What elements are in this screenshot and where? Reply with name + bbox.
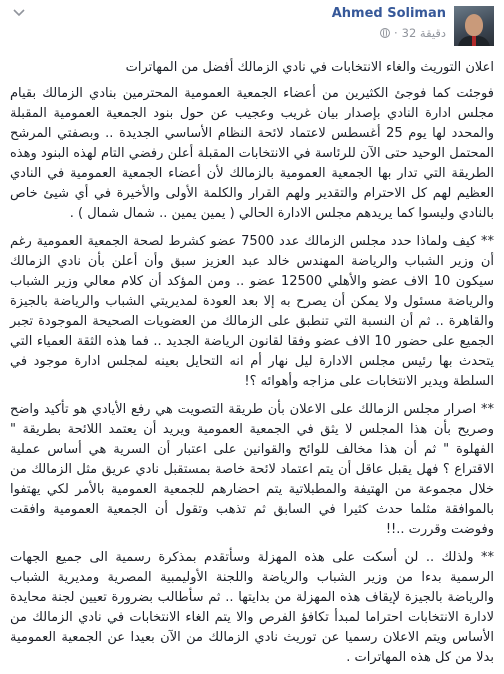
post-body <box>10 58 494 674</box>
chevron-down-icon[interactable] <box>12 8 26 18</box>
post-timestamp[interactable]: 32 دقيقة <box>401 26 446 40</box>
globe-icon <box>380 28 390 38</box>
post-meta <box>380 26 446 40</box>
post-paragraph: ** اصرار مجلس الزمالك على الاعلان بأن طريقة التصويت هي رفع الأيادي هو تأكيد واضح وصريح بأن هذا المجلس لا يثق في الجمعية العمومية ويريد أن يعتمد اللائحة بطريقة " الفهلوة " ثم أن هذا مخالف للوائح والقوانين على اعتبار أن السرية هي أساس عملية الاقتراع ؟ فهل يقبل عاقل أن يتم اعتماد لائحة خاصة بمستقبل نادي عريق مثل الزمالك من خلال مجموعة من الهتيفة والمطبلاتية يتم احضارهم للجمعية العمومية بالأمر لكي يهتفوا بالموافقة مثلما حدث كثيرا في السابق ثم تذهب وتقول أن الجمعية العمومية وافقت وفوضت وقررت ..!! <box>10 402 494 537</box>
author-name[interactable]: Ahmed Soliman <box>331 6 446 21</box>
post-paragraph: ** كيف ولماذا حدد مجلس الزمالك عدد 7500 عضو كشرط لصحة الجمعية العمومية رغم أن وزير الشباب والرياضة المهندس خالد عبد العزيز سبق وأن أعلن بأن نادي الزمالك سيكون 10 الاف عضو والأهلي 12500 عضو .. ومن المؤكد أن كلام معالي وزير الشباب والرياضة مسئول ولا يمكن أن يصرح به إلا بعد العودة لمديريتي الشباب والرياضة بالجيزة والقاهرة .. ثم أن النسبة التي تنطبق على الزمالك من العضويات الصحيحة الموجودة تجبر الجميع على حضور 10 الاف عضو وفقا لقانون الرياضة الجديد .. فما هذه الثقة العمياء التي يتحدث بها رئيس مجلس الادارة ليل نهار أم انه التحايل بعينه لمجلس ادارة موجود في السلطة ويدير الانتخابات على مزاجه وأهوائه ؟! <box>10 234 495 389</box>
avatar[interactable] <box>454 6 494 46</box>
post-paragraph: فوجئت كما فوجئ الكثيرين من أعضاء الجمعية العمومية المحترمين بنادي الزمالك بقيام مجلس ادارة النادي بإصدار بيان غريب وعجيب عن حول بنود الجمعية العمومية المقبلة والمحدد لها يوم 25 أغسطس لاعتماد لائحة النظام الأساسي الجديدة .. وبصفتي المرشح المحتمل الوحيد حتى الآن للرئاسة في الانتخابات المقبلة أعلن رفضي التام لهذه البنود وهذه الطريقة التي تدار بها الجمعية العمومية بالزمالك لأن أعضاء الجمعية العمومية في النادي العظيم لهم كل الاحترام والتقدير ولهم القرار والكلمة الأولى والأخيرة في أي شيئ خاص بالنادي وليسوا كما يريدهم مجلس الادارة الحالي ( يمين يمين .. شمال شمال ) . <box>10 86 494 221</box>
post-header <box>0 0 504 50</box>
avatar-tie <box>472 36 476 46</box>
meta-separator: · <box>393 26 398 40</box>
avatar-face <box>465 14 483 36</box>
post-paragraph: ** ولذلك .. لن أسكت على هذه المهزلة وسأتقدم بمذكرة رسمية الى جميع الجهات الرسمية بدءا من وزير الشباب والرياضة واللجنة الأوليمبية المصرية ومديرية الشباب والرياضة بالجيزة لإيقاف هذه المهزلة من بدايتها .. ثم سأطالب بضرورة تعيين لجنة محايدة لادارة الانتخابات احتراما لمبدأ تكافؤ الفرص والا يتم الغاء الانتخابات في نادي الزمالك من الأساس ويتم الاعلان رسميا عن توريث نادي الزمالك من الآن بعيدا عن الجمعية العمومية بدلا من كل هذه المهاترات . <box>10 550 494 665</box>
post-headline: اعلان التوريث والغاء الانتخابات في نادي الزمالك أفضل من المهاترات <box>125 60 494 75</box>
